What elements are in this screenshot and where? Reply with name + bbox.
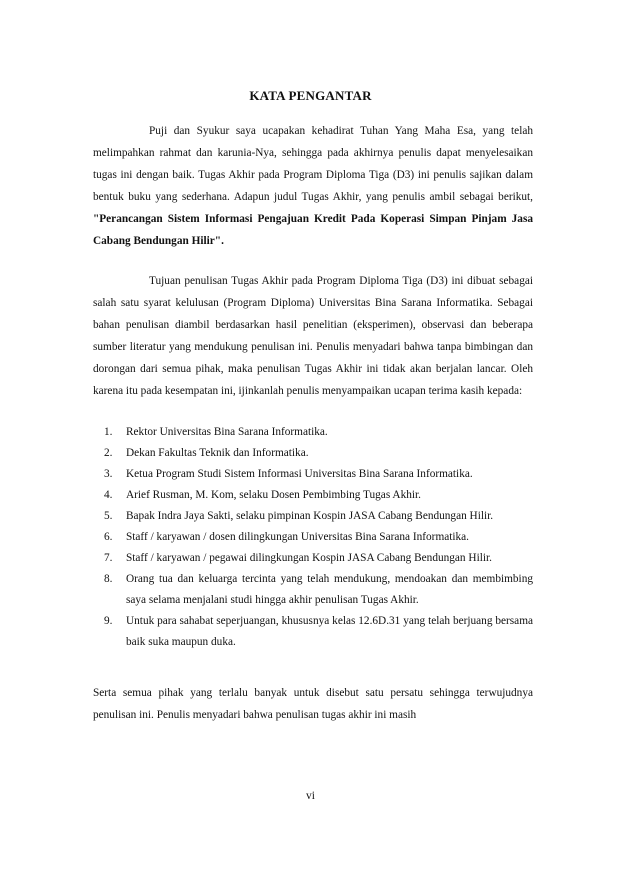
list-item-text: Dekan Fakultas Teknik dan Informatika. [126,447,309,459]
list-item-number: 8. [104,573,113,585]
intro-text: Puji dan Syukur saya ucapakan kehadirat Tuhan Yang Maha Esa, yang telah melimpahkan rahmat dan karunia-Nya, sehingga pada akhirnya penulis dapat menyelesaikan tugas ini dengan baik. Tugas Akhir pada Program Diploma Tiga (D3) ini penulis sajikan dalam bentuk buku yang sederhana. Adapun judul Tugas Akhir, yang penulis ambil sebagai berikut, [93,125,533,203]
list-item-text: Rektor Universitas Bina Sarana Informatika. [126,426,328,438]
list-item-text: Arief Rusman, M. Kom, selaku Dosen Pembimbing Tugas Akhir. [126,489,421,501]
list-item-text: Ketua Program Studi Sistem Informasi Universitas Bina Sarana Informatika. [126,468,473,480]
list-item-text: Orang tua dan keluarga tercinta yang telah mendukung, mendoakan dan membimbing saya selama menjalani studi hingga akhir penulisan Tugas Akhir. [126,573,533,606]
intro-paragraph [93,120,533,252]
list-item-number: 6. [104,531,113,543]
list-item [93,422,533,443]
list-item [93,485,533,506]
list-item [93,464,533,485]
list-item-text: Staff / karyawan / pegawai dilingkungan Kospin JASA Cabang Bendungan Hilir. [126,552,492,564]
list-item [93,569,533,611]
list-item [93,611,533,653]
thesis-title-end: . [221,235,224,247]
list-item-number: 1. [104,426,113,438]
list-item [93,527,533,548]
list-item-text: Staff / karyawan / dosen dilingkungan Universitas Bina Sarana Informatika. [126,531,470,543]
list-item-text: Bapak Indra Jaya Sakti, selaku pimpinan Kospin JASA Cabang Bendungan Hilir. [126,510,494,522]
acknowledgement-list [93,422,533,653]
list-item-text: Untuk para sahabat seperjuangan, khususnya kelas 12.6D.31 yang telah berjuang bersama baik suka maupun duka. [126,615,533,648]
thesis-title: "Perancangan Sistem Informasi Pengajuan Kredit Pada Koperasi Simpan Pinjam Jasa Cabang Bendungan Hilir" [93,213,533,247]
list-item [93,548,533,569]
list-item-number: 9. [104,615,113,627]
page-number: vi [306,790,315,802]
list-item-number: 2. [104,447,113,459]
purpose-paragraph: Tujuan penulisan Tugas Akhir pada Program Diploma Tiga (D3) ini dibuat sebagai salah satu syarat kelulusan (Program Diploma) Universitas Bina Sarana Informatika. Sebagai bahan penulisan diambil berdasarkan hasil penelitian (eksperimen), observasi dan beberapa sumber literatur yang mendukung penulisan ini. Penulis menyadari bahwa tanpa bimbingan dan dorongan dari semua pihak, maka penulisan Tugas Akhir ini tidak akan berjalan lancar. Oleh karena itu pada kesempatan ini, ijinkanlah penulis menyampaikan ucapan terima kasih kepada: [93,275,533,397]
list-item [93,506,533,527]
list-item-number: 3. [104,468,113,480]
list-item-number: 4. [104,489,113,501]
page-title: KATA PENGANTAR [249,88,372,103]
list-item-number: 5. [104,510,113,522]
closing-paragraph: Serta semua pihak yang terlalu banyak untuk disebut satu persatu sehingga terwujudnya penulisan ini. Penulis menyadari bahwa penulisan tugas akhir ini masih [93,687,533,721]
list-item [93,443,533,464]
list-item-number: 7. [104,552,113,564]
